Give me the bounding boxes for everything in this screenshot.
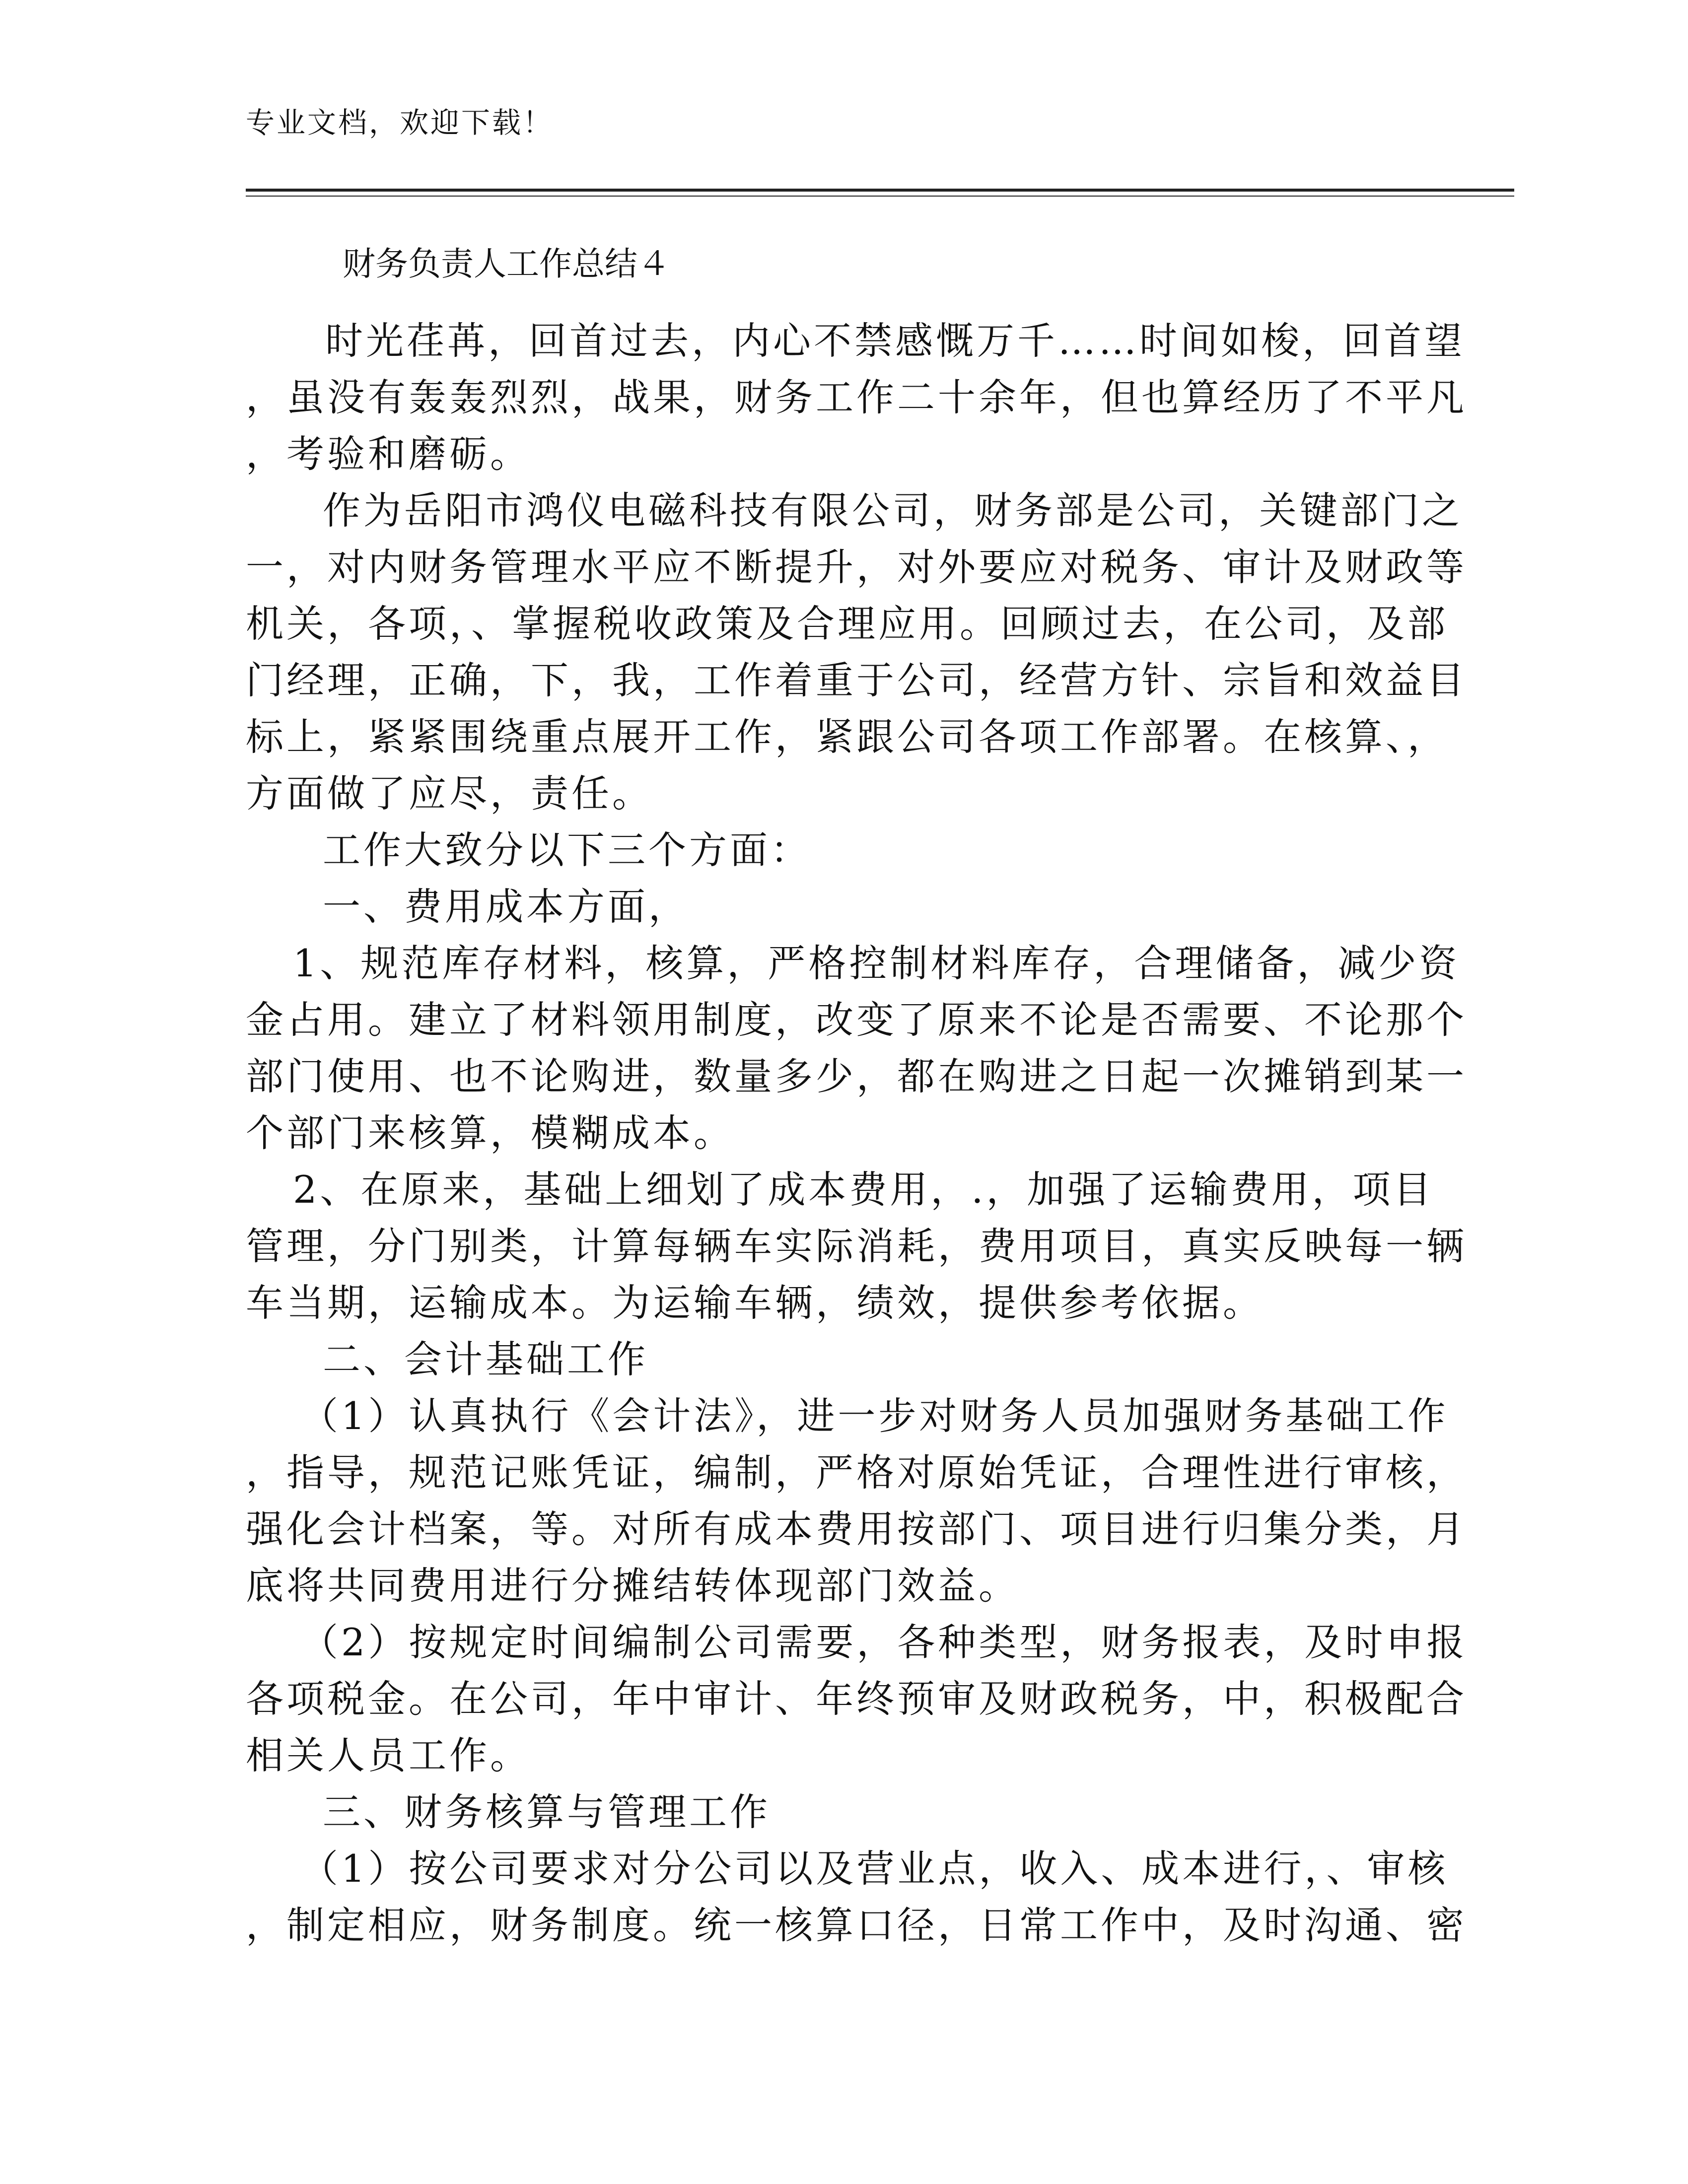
header-note: 专业文档，欢迎下载！ <box>246 106 554 139</box>
body-line: 门经理，正确，下，我，工作着重于公司，经营方针、宗旨和效益目 <box>246 658 1467 702</box>
body-line: 各项税金。在公司，年中审计、年终预审及财政税务，中，积极配合 <box>246 1677 1467 1721</box>
body-line: 2、在原来，基础上细划了成本费用，.，加强了运输费用，项目 <box>293 1167 1434 1212</box>
body-line: 标上，紧紧围绕重点展开工作，紧跟公司各项工作部署。在核算、， <box>246 715 1448 759</box>
body-line: 强化会计档案，等。对所有成本费用按部门、项目进行归集分类，月 <box>246 1507 1467 1551</box>
body-line: 部门使用、也不论购进，数量多少，都在购进之日起一次摊销到某一 <box>246 1054 1467 1098</box>
body-line: 个部门来核算，模糊成本。 <box>246 1111 734 1155</box>
body-line: 相关人员工作。 <box>246 1733 531 1777</box>
body-line: 方面做了应尽，责任。 <box>246 771 653 816</box>
body-line: 一，对内财务管理水平应不断提升，对外要应对税务、审计及财政等 <box>246 545 1467 589</box>
section-heading: 一、费用成本方面， <box>323 885 689 929</box>
body-line: 1、规范库存材料，核算，严格控制材料库存，合理储备，减少资 <box>293 941 1460 985</box>
body-line: （1）认真执行《会计法》，进一步对财务人员加强财务基础工作 <box>300 1394 1449 1438</box>
section-heading: 二、会计基础工作 <box>323 1337 648 1381</box>
document-body <box>246 313 1517 1954</box>
header-rule-thin <box>246 196 1514 197</box>
body-line: 时光荏苒，回首过去，内心不禁感慨万千……时间如梭，回首望 <box>325 319 1465 363</box>
body-line: （2）按规定时间编制公司需要，各种类型，财务报表，及时申报 <box>300 1620 1468 1664</box>
body-line: 车当期，运输成本。为运输车辆，绩效，提供参考依据。 <box>246 1281 1264 1325</box>
body-line: 工作大致分以下三个方面： <box>323 828 811 872</box>
body-line: 金占用。建立了材料领用制度，改变了原来不论是否需要、不论那个 <box>246 998 1467 1042</box>
body-line: ，指导，规范记账凭证，编制，严格对原始凭证，合理性进行审核， <box>246 1450 1467 1495</box>
body-line: 作为岳阳市鸿仪电磁科技有限公司，财务部是公司，关键部门之 <box>323 488 1463 533</box>
body-line: 管理，分门别类，计算每辆车实际消耗，费用项目，真实反映每一辆 <box>246 1224 1467 1268</box>
body-line: 底将共同费用进行分摊结转体现部门效益。 <box>246 1564 1019 1608</box>
body-line: ，虽没有轰轰烈烈，战果，财务工作二十余年，但也算经历了不平凡 <box>246 375 1467 419</box>
body-line: ，考验和磨砺。 <box>246 432 531 476</box>
header-rule-thick <box>246 189 1514 192</box>
body-line: 机关，各项，、掌握税收政策及合理应用。回顾过去，在公司，及部 <box>246 602 1448 646</box>
document-title: 财务负责人工作总结４ <box>343 245 670 283</box>
section-heading: 三、财务核算与管理工作 <box>323 1790 771 1834</box>
body-line: ，制定相应，财务制度。统一核算口径，日常工作中，及时沟通、密 <box>246 1903 1467 1947</box>
body-line: （1）按公司要求对分公司以及营业点，收入、成本进行，、审核 <box>300 1846 1449 1891</box>
